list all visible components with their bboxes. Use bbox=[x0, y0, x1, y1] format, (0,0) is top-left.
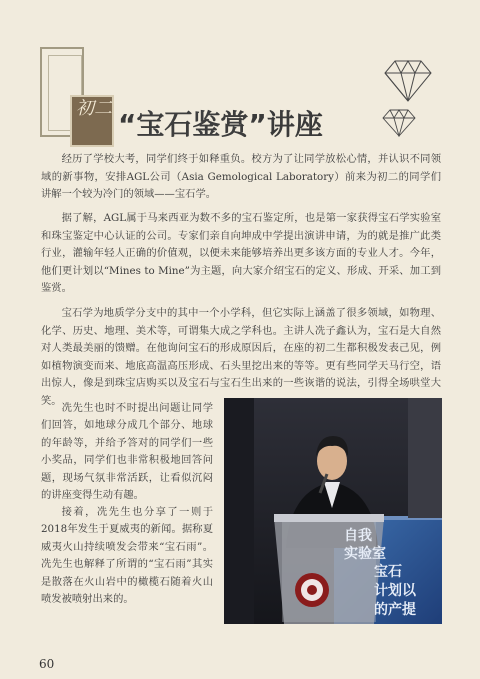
paragraph-hawaii: 接着，冼先生也分享了一则于2018年发生于夏威夷的新闻。据称夏威夷火山持续喷发会带来“宝石雨”。冼先生也解释了所谓的“宝石雨”其实是散落在火山岩中的橄榄石随着火山喷发被喷射出来的。 bbox=[41, 506, 213, 606]
screen-line-5: 的产提 bbox=[374, 602, 416, 618]
title-close-quote: ” bbox=[248, 108, 267, 141]
diamond-icon bbox=[383, 57, 433, 103]
screen-line-2: 实验室 bbox=[344, 546, 386, 562]
page-number: 60 bbox=[39, 657, 55, 671]
page-title bbox=[118, 103, 323, 143]
screen-line-1: 自我 bbox=[344, 528, 372, 544]
paragraph-gemology: 宝石学为地质学分支中的其中一个小学科，但它实际上涵盖了很多领域，如物理、化学、历史、地理、美术等，可谓集大成之学科也。主讲人冼子鑫认为，宝石是大自然对人类最美丽的馈赠。在他询问宝石的形成原因后，在座的初二生都积极发表己见，例如植物演变而来、地底高温高压形成、石头里挖出来的等等。更有些同学天马行空，语出惊人，像是到珠宝店购买以及宝石与宝石生出来的一些诙谐的说法，引得全场哄堂大笑。 bbox=[41, 307, 441, 407]
speaker-photo bbox=[224, 398, 442, 624]
screen-line-3: 宝石 bbox=[374, 564, 402, 580]
title-tail: 讲座 bbox=[266, 108, 323, 141]
paragraph-intro: 经历了学校大考，同学们终于如释重负。校方为了让同学放松心情，并认识不同领域的新事物，安排AGL公司（Asia Gemological Laboratory）前来为初二的同学们讲解一个较为冷门的领域——宝石学。 bbox=[41, 153, 441, 200]
title-main: 宝石鉴赏 bbox=[136, 108, 249, 141]
paragraph-questions: 冼先生也时不时提出问题让同学们回答，如地球分成几个部分、地球的年龄等，并给予答对的同学们一些小奖品，同学们也非常积极地回答问题，现场气氛非常活跃，让看似沉闷的讲座变得生动有趣。 bbox=[41, 402, 213, 502]
paragraph-agl: 据了解，AGL属于马来西亚为数不多的宝石鉴定所，也是第一家获得宝石学实验室和珠宝鉴定中心认证的公司。专家们亲自向坤成中学提出演讲申请，为的就是推广此类行业，灌输年轻人正确的价值观，以便未来能够培养出更多该方面的专业人才。今年，他们更计划以“Mines to Mine”为主题，向大家介绍宝石的定义、形成、开采、加工到鉴赏。 bbox=[41, 212, 441, 294]
title-open-quote: “ bbox=[118, 108, 137, 141]
grade-label: 初二 bbox=[76, 98, 112, 119]
screen-line-4: 计划以 bbox=[374, 583, 416, 599]
small-diamond-icon bbox=[382, 107, 416, 137]
